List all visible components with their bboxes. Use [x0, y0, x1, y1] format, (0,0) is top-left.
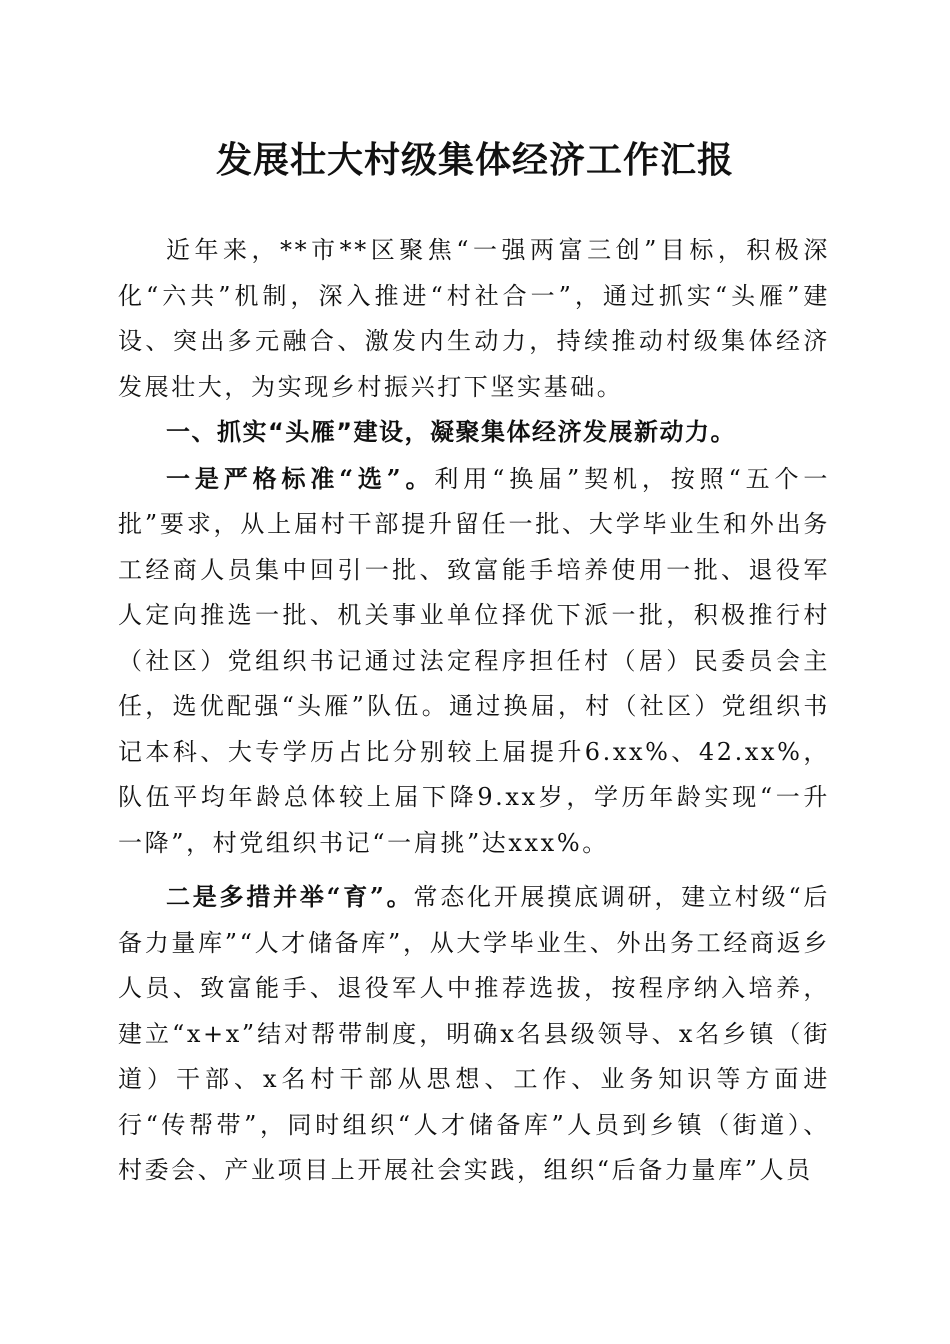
intro-paragraph: 近年来，**市**区聚焦“一强两富三创”目标，积极深化“六共”机制，深入推进“村社合一”，通过抓实“头雁”建设、突出多元融合、激发内生动力，持续推动村级集体经济发展壮大，为实现乡村振兴打下坚实基础。	[118, 236, 830, 401]
item-2-body: 常态化开展摸底调研，建立村级“后备力量库”“人才储备库”，从大学毕业生、外出务工经商返乡人员、致富能手、退役军人中推荐选拔，按程序纳入培养，建立“x+x”结对帮带制度，明确x名县级领导、x名乡镇（街道）干部、x名村干部从思想、工作、业务知识等方面进行“传帮带”，同时组织“人才储备库”人员到乡镇（街道）、村委会、产业项目上开展社会实践，组织“后备力量库”人员	[118, 883, 830, 1184]
document-body	[118, 228, 830, 1194]
item-2-paragraph	[118, 874, 830, 1194]
item-1-lead: 一是严格标准“选”。	[166, 463, 435, 493]
item-2-lead: 二是多措并举“育”。	[166, 882, 414, 911]
item-1-body: 利用“换届”契机，按照“五个一批”要求，从上届村干部提升留任一批、大学毕业生和外出务工经商人员集中回引一批、致富能手培养使用一批、退役军人定向推选一批、机关事业单位择优下派一批，积极推行村（社区）党组织书记通过法定程序担任村（居）民委员会主任，选优配强“头雁”队伍。通过换届，村（社区）党组织书记本科、大专学历占比分别较上届提升6.xx%、42.xx%，队伍平均年龄总体较上届下降9.xx岁，学历年龄实现“一升一降”，村党组织书记“一肩挑”达xxx%。	[118, 464, 831, 857]
section-1-heading: 一、抓实“头雁”建设，凝聚集体经济发展新动力。	[166, 418, 737, 446]
document-title: 发展壮大村级集体经济工作汇报	[215, 139, 734, 181]
item-1-paragraph	[118, 456, 830, 867]
